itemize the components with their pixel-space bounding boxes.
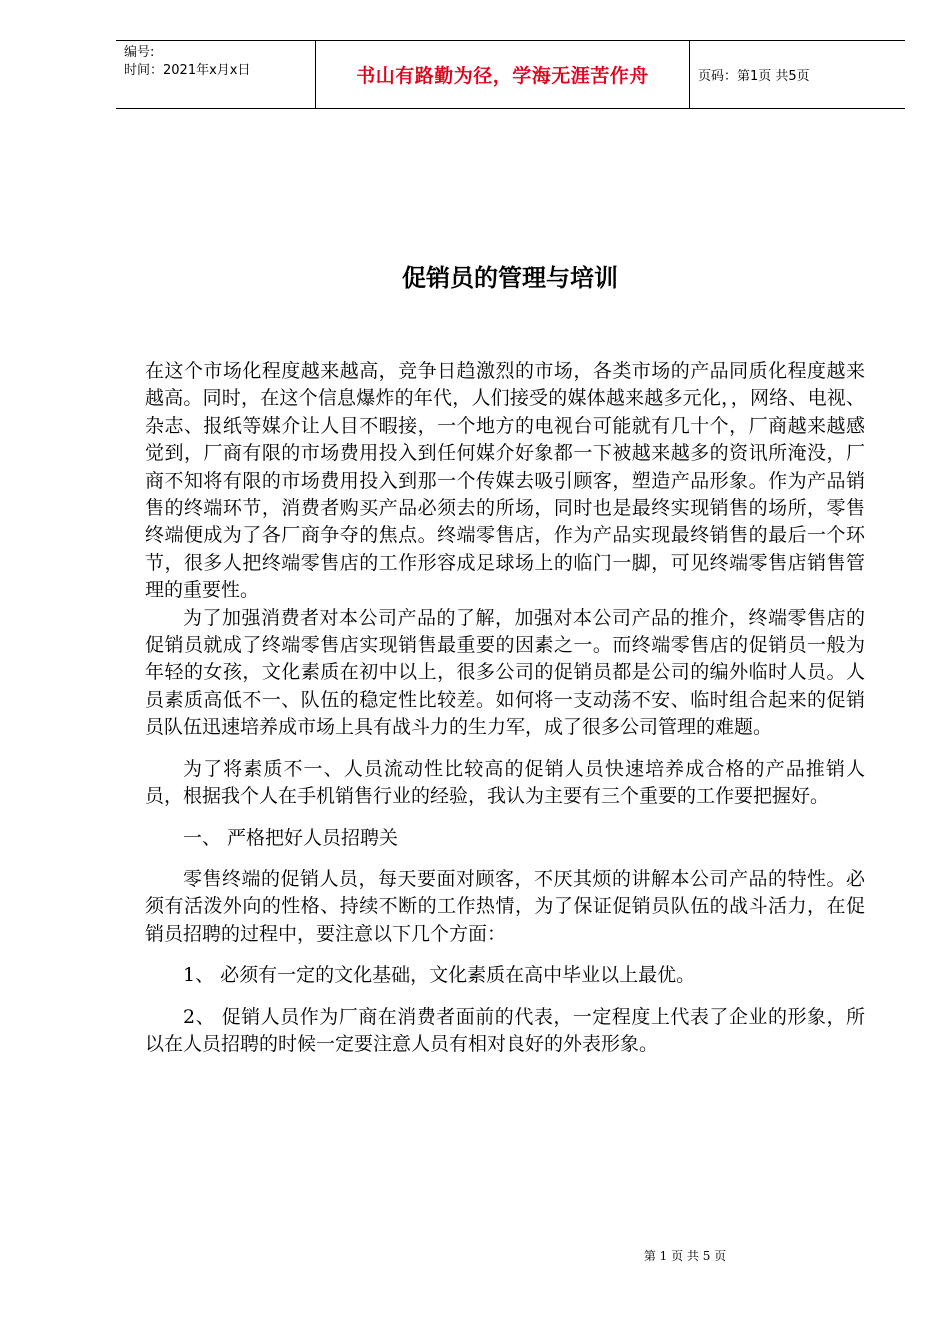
serial-number-label: 编号: <box>124 45 155 60</box>
header-meta-cell <box>116 41 316 108</box>
date-label: 时间：2021年x月x日 <box>124 63 251 78</box>
document-body <box>145 358 865 1058</box>
list-item-appearance: 2、 促销人员作为厂商在消费者面前的代表，一定程度上代表了企业的形象，所以在人员招聘的时候一定要注意人员有相对良好的外表形象。 <box>145 1005 865 1055</box>
list-item-education: 1、 必须有一定的文化基础，文化素质在高中毕业以上最优。 <box>183 964 696 987</box>
paragraph-promoter-role: 为了加强消费者对本公司产品的了解，加强对本公司产品的推介，终端零售店的促销员就成了终端零售店实现销售最重要的因素之一。而终端零售店的促销员一般为年轻的女孩，文化素质在初中以上，很多公司的促销员都是公司的编外临时人员。人员素质高低不一、队伍的稳定性比较差。如何将一支动荡不安、临时组合起来的促销员队伍迅速培养成市场上具有战斗力的生力军，成了很多公司管理的难题。 <box>145 606 865 739</box>
header-table <box>116 40 905 109</box>
page-footer: 第 1 页 共 5 页 <box>643 1249 727 1263</box>
section-heading-recruitment: 一、 严格把好人员招聘关 <box>183 826 399 849</box>
header-motto: 书山有路勤为径，学海无涯苦作舟 <box>316 41 690 108</box>
paragraph-three-tasks: 为了将素质不一、人员流动性比较高的促销人员快速培养成合格的产品推销人员，根据我个人在手机销售行业的经验，我认为主要有三个重要的工作要把握好。 <box>145 757 865 808</box>
header-page-info: 页码：第1页 共5页 <box>698 69 810 84</box>
paragraph-intro: 在这个市场化程度越来越高，竞争日趋激烈的市场，各类市场的产品同质化程度越来越高。同时，在这个信息爆炸的年代，人们接受的媒体越来越多元化，，网络、电视、杂志、报纸等媒介让人目不暇接，一个地方的电视台可能就有几十个，厂商越来越感觉到，厂商有限的市场费用投入到任何媒介好象都一下被越来越多的资讯所淹没，厂商不知将有限的市场费用投入到那一个传媒去吸引顾客，塑造产品形象。作为产品销售的终端环节，消费者购买产品必须去的所场，同时也是最终实现销售的场所，零售终端便成为了各厂商争夺的焦点。终端零售店，作为产品实现最终销售的最后一个环节，很多人把终端零售店的工作形容成足球场上的临门一脚，可见终端零售店销售管理的重要性。 <box>145 360 865 602</box>
document-title: 促销员的管理与培训 <box>402 264 618 292</box>
paragraph-recruitment: 零售终端的促销人员，每天要面对顾客，不厌其烦的讲解本公司产品的特性。必须有活泼外向的性格、持续不断的工作热情，为了保证促销员队伍的战斗活力，在促销员招聘的过程中，要注意以下几个方面： <box>145 867 865 945</box>
